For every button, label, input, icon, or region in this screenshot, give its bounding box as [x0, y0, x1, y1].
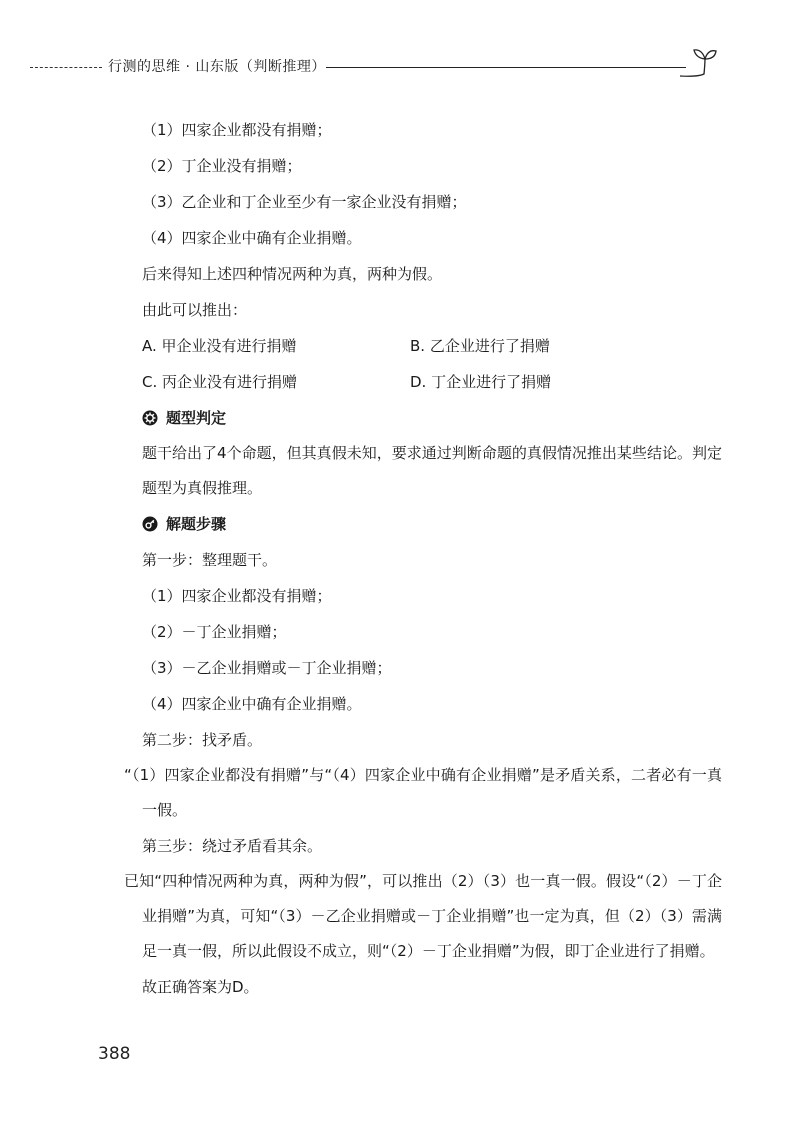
gear-icon	[142, 410, 158, 426]
condition-text: 后来得知上述四种情况两种为真，两种为假。	[142, 265, 443, 283]
step-1-label: 第一步：整理题干。	[142, 551, 278, 569]
page-body	[124, 112, 722, 1005]
formal-statement-4: （4）四家企业中确有企业捐赠。	[142, 695, 362, 713]
step-2-text: “（1）四家企业都没有捐赠”与“（4）四家企业中确有企业捐赠”是矛盾关系，二者必有一真一假。	[124, 766, 722, 819]
statement-1: （1）四家企业都没有捐赠；	[142, 121, 332, 139]
option-a: A. 甲企业没有进行捐赠	[142, 337, 297, 355]
step-2-label: 第二步：找矛盾。	[142, 731, 263, 749]
section-type-title: 题型判定	[166, 409, 227, 427]
option-d: D. 丁企业进行了捐赠	[410, 373, 552, 391]
sprout-icon	[678, 46, 718, 80]
header-rule	[326, 67, 686, 68]
header-dashed-rule	[30, 67, 102, 68]
option-c: C. 丙企业没有进行捐赠	[142, 373, 298, 391]
key-icon	[142, 516, 158, 532]
step-3-label: 第三步：绕过矛盾看其余。	[142, 837, 323, 855]
question-text: 由此可以推出：	[142, 301, 248, 319]
step-3-text: 已知“四种情况两种为真，两种为假”，可以推出（2）（3）也一真一假。假设“（2）－丁企业捐赠”为真，可知“（3）－乙企业捐赠或－丁企业捐赠”也一定为真，但（2）（3）需满足一真一假，所以此假设不成立，则“（2）－丁企业捐赠”为假，即丁企业进行了捐赠。	[124, 872, 722, 960]
section-steps-title: 解题步骤	[166, 515, 227, 533]
statement-2: （2）丁企业没有捐赠；	[142, 157, 302, 175]
answer-options	[142, 328, 722, 400]
statement-4: （4）四家企业中确有企业捐赠。	[142, 229, 362, 247]
formal-statement-2: （2）－丁企业捐赠；	[142, 623, 287, 641]
option-b: B. 乙企业进行了捐赠	[410, 337, 550, 355]
answer-text: 故正确答案为D。	[142, 978, 259, 996]
header-title: 行测的思维 · 山东版（判断推理）	[108, 59, 326, 75]
section-steps-heading	[142, 506, 722, 542]
running-header	[30, 50, 730, 80]
page-number: 388	[98, 1044, 131, 1064]
statement-3: （3）乙企业和丁企业至少有一家企业没有捐赠；	[142, 193, 467, 211]
formal-statement-1: （1）四家企业都没有捐赠；	[142, 587, 332, 605]
formal-statement-3: （3）－乙企业捐赠或－丁企业捐赠；	[142, 659, 392, 677]
section-type-text: 题干给出了4个命题，但其真假未知，要求通过判断命题的真假情况推出某些结论。判定题型为真假推理。	[142, 444, 722, 497]
section-type-heading	[142, 400, 722, 436]
